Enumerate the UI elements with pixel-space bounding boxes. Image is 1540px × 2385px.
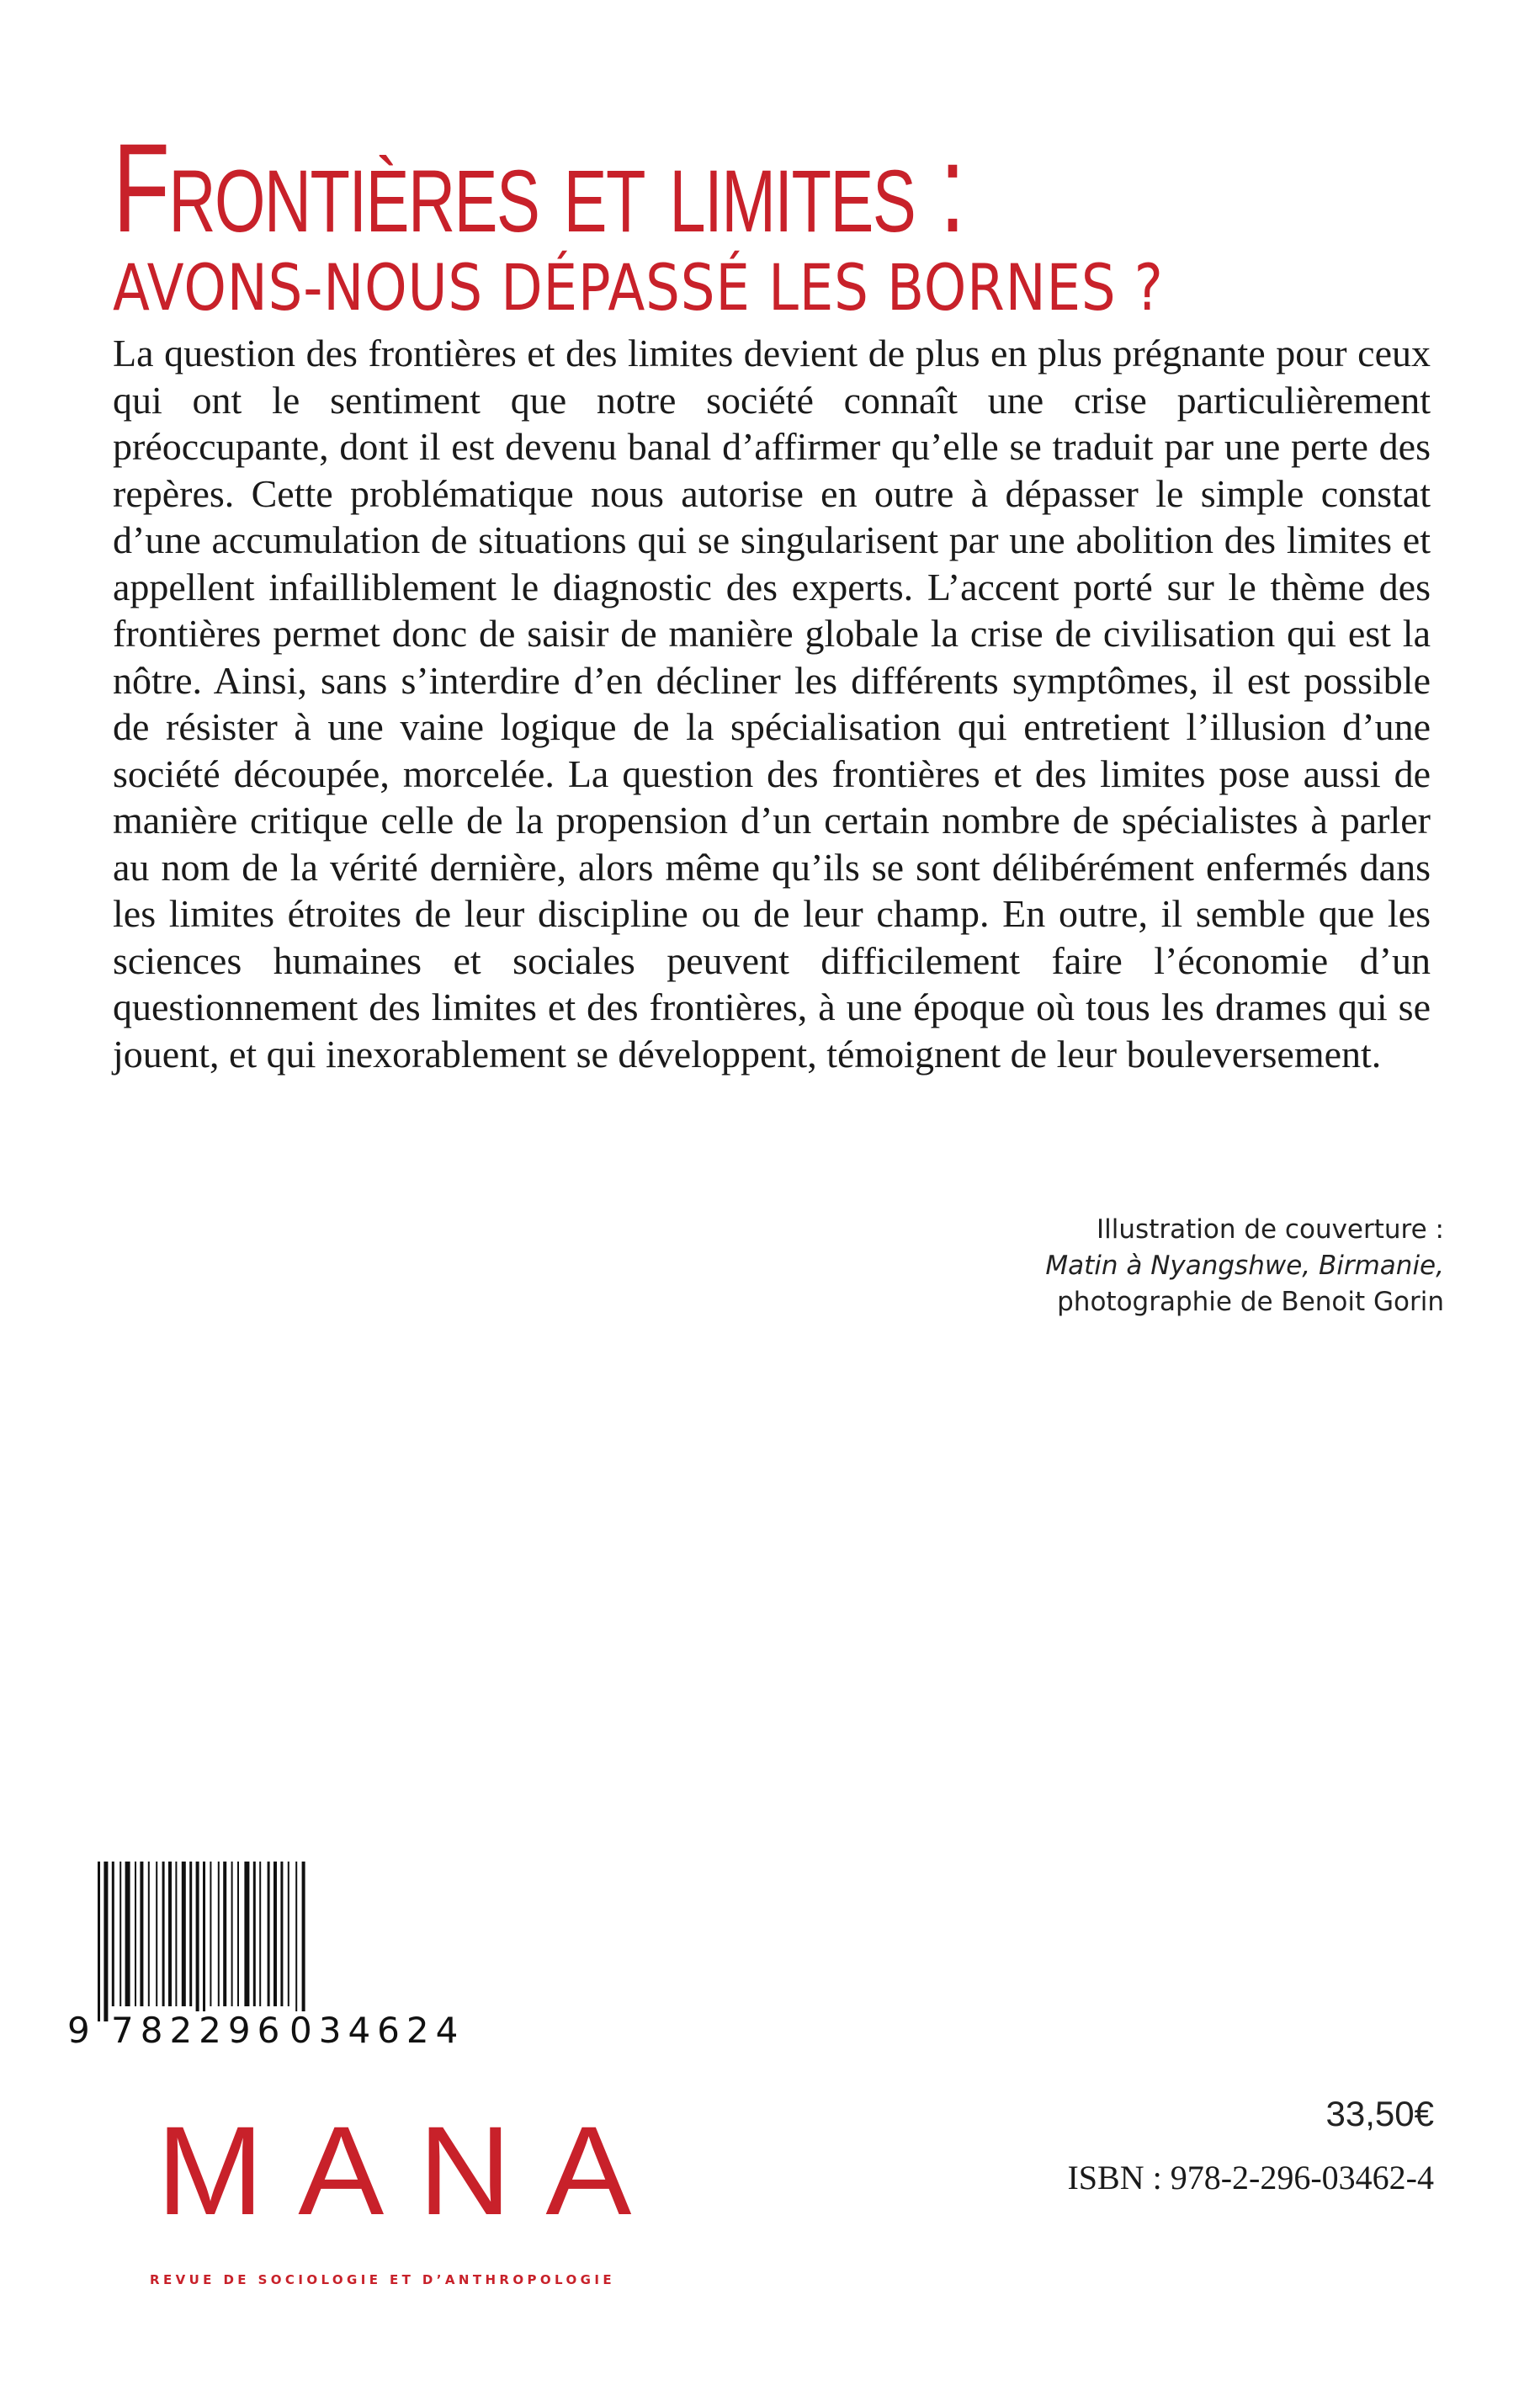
logo-wordmark: MANA bbox=[157, 2100, 666, 2241]
barcode-bar bbox=[218, 1862, 220, 2006]
logo-tagline: REVUE DE SOCIOLOGIE ET D’ANTHROPOLOGIE bbox=[150, 2272, 615, 2287]
credit-photo-title: Matin à Nyangshwe, Birmanie, bbox=[1045, 1251, 1444, 1281]
blurb-text bbox=[113, 330, 1431, 1077]
barcode-bar bbox=[140, 1862, 143, 2006]
barcode-bar bbox=[189, 1862, 192, 2006]
mana-logo bbox=[157, 2100, 796, 2259]
cover-illustration-credit bbox=[1045, 1212, 1444, 1320]
barcode-bars bbox=[67, 1862, 471, 2021]
price-label: 33,50€ bbox=[1325, 2094, 1434, 2133]
isbn-label: ISBN : 978-2-296-03462-4 bbox=[1067, 2159, 1434, 2196]
barcode-bar bbox=[196, 1862, 199, 2021]
barcode-bar bbox=[162, 1862, 165, 2006]
barcode-group-right: 034624 bbox=[289, 2010, 465, 2051]
barcode-bar bbox=[168, 1862, 172, 2006]
barcode-bar bbox=[210, 1862, 211, 2006]
barcode-bar bbox=[273, 1862, 277, 2006]
cover-subtitle: AVONS-NOUS DÉPASSÉ LES BORNES ? bbox=[113, 250, 1164, 325]
barcode-bar bbox=[253, 1862, 256, 2006]
barcode-bar bbox=[280, 1862, 283, 2006]
barcode-bar bbox=[295, 1862, 297, 2021]
ean-barcode bbox=[67, 1862, 471, 2050]
credit-label: Illustration de couverture : bbox=[1097, 1214, 1444, 1245]
barcode-bar bbox=[125, 1862, 130, 2006]
blurb-paragraph: La question des frontières et des limites devient de plus en plus prégnante pour ceux qui ont le sentiment que notre société connaît une crise particulièrement préoccupante, dont il est devenu banal d’affirmer qu’elle se traduit par une perte des repères. Cette problématique nous autorise en outre à dépasser le simple constat d’une accumulation de situations qui se singularisent par une abolition des limites et appellent infailliblement le diagnostic des experts. L’accent porté sur le thème des frontières permet donc de saisir de manière globale la crise de civilisation qui est la nôtre. Ainsi, sans s’interdire d’en décliner les différents symptômes, il est possible de résister à une vaine logique de la spécialisation qui entretient l’illusion d’une société découpée, morcelée. La question des frontières et des limites pose aussi de manière critique celle de la propension d’un certain nombre de spécialistes à parler au nom de la vérité dernière, alors même qu’ils se sont délibérément enfermés dans les limites étroites de leur discipline ou de leur champ. En outre, il semble que les sciences humaines et sociales peuvent difficilement faire l’économie d’un questionnement des limites et des frontières, à une époque où tous les drames qui se jouent, et qui inexorablement se développent, témoignent de leur bouleversement. bbox=[113, 332, 1431, 1076]
barcode-bar bbox=[237, 1862, 239, 2006]
barcode-bar bbox=[223, 1862, 226, 2006]
credit-photographer: photographie de Benoit Gorin bbox=[1057, 1287, 1444, 1317]
barcode-bar bbox=[259, 1862, 261, 2006]
barcode-bar bbox=[268, 1862, 270, 2006]
barcode-bar bbox=[182, 1862, 186, 2006]
barcode-bar bbox=[175, 1862, 177, 2006]
barcode-bar bbox=[98, 1862, 100, 2021]
barcode-bar bbox=[231, 1862, 233, 2006]
cover-title: Frontières et limites : bbox=[113, 117, 964, 258]
barcode-bar bbox=[288, 1862, 289, 2006]
barcode-bar bbox=[119, 1862, 121, 2006]
barcode-bar bbox=[203, 1862, 205, 2021]
barcode-lead-digit: 9 bbox=[67, 2010, 97, 2051]
barcode-bar bbox=[135, 1862, 136, 2006]
barcode-bar bbox=[302, 1862, 305, 2021]
barcode-bar bbox=[104, 1862, 108, 2021]
barcode-bar bbox=[148, 1862, 150, 2006]
barcode-bar bbox=[112, 1862, 114, 2006]
barcode-bar bbox=[244, 1862, 249, 2006]
barcode-bar bbox=[156, 1862, 157, 2006]
barcode-group-left: 782296 bbox=[111, 2010, 287, 2051]
